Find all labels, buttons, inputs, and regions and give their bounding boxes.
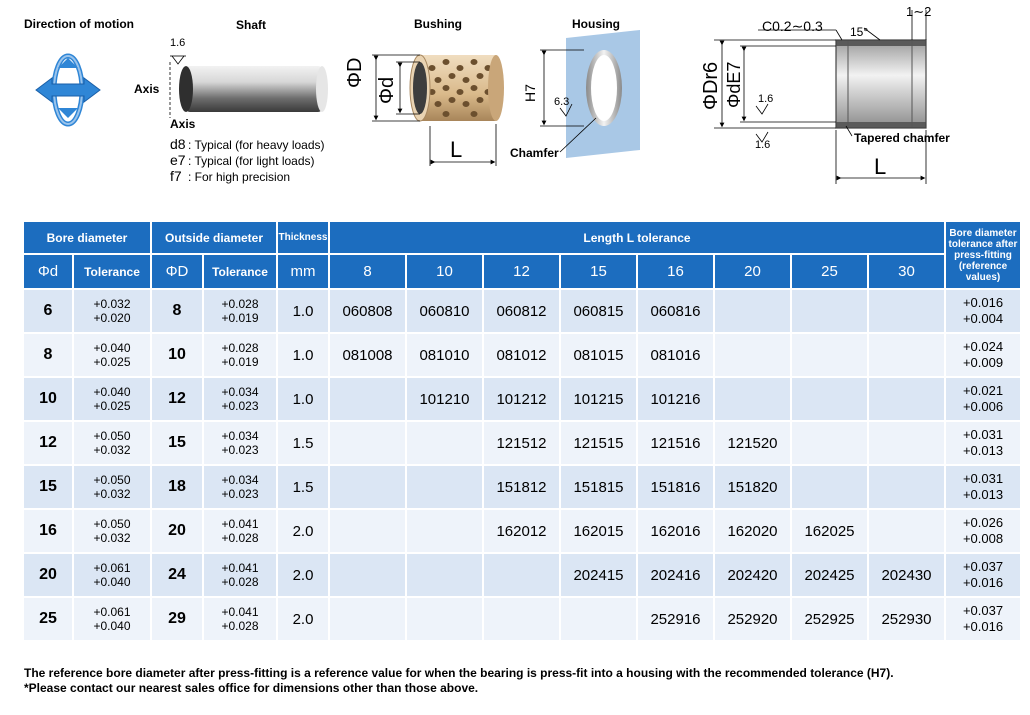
part-number-cell-value: 101216: [650, 390, 701, 408]
bore-after-fit-cell-value: +0.006: [962, 399, 1004, 414]
outside-diameter-cell-value: 15: [168, 434, 186, 451]
thickness-cell-value: 2.0: [292, 522, 314, 540]
part-number-cell: [638, 378, 713, 420]
part-number-cell: [330, 598, 405, 640]
bore-diameter-cell: [24, 422, 72, 464]
part-number-cell: [484, 510, 559, 552]
header-bore-diameter: Bore diameter: [24, 222, 150, 253]
part-number-cell-value: 151816: [650, 478, 701, 496]
footnote-contact: *Please contact our nearest sales office for dimensions other than those above.: [24, 681, 479, 695]
part-number-cell-value: 121512: [496, 434, 547, 452]
bore-diameter-cell: [24, 378, 72, 420]
part-number-cell: [792, 290, 867, 332]
part-number-cell: [407, 378, 482, 420]
outside-tolerance-cell-value: +0.034: [221, 429, 259, 443]
bore-tolerance-cell: [74, 510, 150, 552]
part-number-cell: [484, 598, 559, 640]
outside-tolerance-cell-value: +0.023: [221, 487, 259, 501]
outside-tolerance-cell: [204, 554, 276, 596]
part-number-cell: [484, 466, 559, 508]
part-number-cell: [715, 422, 790, 464]
part-number-cell: [407, 510, 482, 552]
outside-tolerance-cell-value: +0.041: [221, 561, 259, 575]
part-number-cell: [869, 422, 944, 464]
header-phi-D: ΦD: [152, 255, 202, 288]
part-number-cell: [715, 334, 790, 376]
bore-tolerance-cell-value: +0.040: [93, 385, 131, 399]
bushing-inner-dim: Φd: [376, 76, 398, 104]
part-number-cell-value: 081008: [342, 346, 393, 364]
part-number-cell-value: 121516: [650, 434, 701, 452]
bore-tolerance-cell-value: +0.050: [93, 473, 131, 487]
bore-tolerance-cell-value: +0.025: [93, 399, 131, 413]
thickness-cell: [278, 290, 328, 332]
part-number-cell: [407, 422, 482, 464]
part-number-cell-value: 151820: [727, 478, 778, 496]
part-number-cell: [638, 290, 713, 332]
housing-drawing: [540, 30, 640, 158]
fit-text: : Typical (for light loads): [188, 154, 315, 168]
part-number-cell: [561, 466, 636, 508]
axis-label-side: Axis: [134, 82, 160, 96]
part-number-cell: [715, 290, 790, 332]
bore-diameter-cell-value: 6: [43, 302, 53, 319]
bore-tolerance-cell-value: +0.040: [93, 575, 131, 589]
part-number-cell: [330, 378, 405, 420]
part-number-cell-value: 162020: [727, 522, 778, 540]
bore-after-fit-cell: [946, 422, 1020, 464]
part-number-cell: [792, 334, 867, 376]
part-number-cell-value: 101210: [419, 390, 470, 408]
bore-after-fit-cell-value: +0.009: [962, 355, 1004, 370]
part-number-cell: [638, 554, 713, 596]
bushing-drawing: [372, 55, 504, 166]
bore-tolerance-cell-value: +0.040: [93, 341, 131, 355]
header-length: 15: [561, 255, 636, 288]
bore-after-fit-cell-value: +0.031: [962, 427, 1004, 442]
section-length: L: [874, 154, 887, 179]
part-number-cell-value: 081016: [650, 346, 701, 364]
part-number-cell: [484, 554, 559, 596]
outside-tolerance-cell-value: +0.028: [221, 297, 259, 311]
outside-tolerance-cell-value: +0.041: [221, 517, 259, 531]
part-number-cell: [330, 466, 405, 508]
bore-after-fit-cell-value: +0.004: [962, 311, 1004, 326]
bore-diameter-cell-value: 15: [39, 478, 57, 495]
outside-tolerance-cell: [204, 466, 276, 508]
part-number-cell: [715, 466, 790, 508]
fit-code: d8: [170, 136, 186, 152]
bore-diameter-cell-value: 16: [39, 522, 57, 539]
bore-after-fit-cell-value: +0.026: [962, 515, 1004, 530]
fit-code: f7: [170, 168, 182, 184]
table-row: [24, 334, 1020, 376]
outside-tolerance-cell: [204, 510, 276, 552]
thickness-cell-value: 1.0: [292, 346, 314, 364]
bore-diameter-cell-value: 25: [39, 610, 57, 627]
part-number-cell: [407, 466, 482, 508]
bore-tolerance-cell-value: +0.050: [93, 429, 131, 443]
bore-diameter-cell: [24, 598, 72, 640]
thickness-cell: [278, 510, 328, 552]
outside-diameter-cell-value: 29: [168, 610, 186, 627]
footnotes: [24, 666, 894, 696]
bore-tolerance-cell-value: +0.032: [93, 487, 131, 501]
bore-tolerance-cell-value: +0.032: [93, 531, 131, 545]
bore-diameter-cell: [24, 334, 72, 376]
outside-tolerance-cell-value: +0.028: [221, 575, 259, 589]
shaft-title: Shaft: [236, 18, 266, 32]
thickness-cell-value: 1.5: [292, 478, 314, 496]
thickness-cell: [278, 422, 328, 464]
outside-diameter-cell: [152, 422, 202, 464]
header-thickness: Thickness: [278, 222, 328, 253]
header-length: 8: [330, 255, 405, 288]
bore-after-fit-cell-value: +0.037: [962, 603, 1004, 618]
part-number-cell: [561, 334, 636, 376]
tapered-chamfer-label: Tapered chamfer: [854, 131, 950, 145]
section-angle: 15°: [850, 25, 869, 39]
bore-after-fit-cell-value: +0.024: [962, 339, 1004, 354]
part-number-cell-value: 202420: [727, 566, 778, 584]
header-length: 30: [869, 255, 944, 288]
bore-after-fit-cell: [946, 378, 1020, 420]
part-number-cell: [330, 510, 405, 552]
part-number-cell: [561, 290, 636, 332]
thickness-cell: [278, 554, 328, 596]
outside-diameter-cell: [152, 334, 202, 376]
bore-tolerance-cell: [74, 334, 150, 376]
part-number-cell-value: 101215: [573, 390, 624, 408]
part-number-cell-value: 081010: [419, 346, 470, 364]
bore-tolerance-cell: [74, 422, 150, 464]
bushing-title: Bushing: [414, 17, 462, 31]
outside-tolerance-cell-value: +0.023: [221, 399, 259, 413]
bore-diameter-cell: [24, 554, 72, 596]
housing-title: Housing: [572, 17, 620, 31]
fit-row-d8: [170, 136, 325, 152]
part-number-cell: [869, 598, 944, 640]
bore-after-fit-cell: [946, 510, 1020, 552]
shaft-roughness: 1.6: [170, 37, 186, 49]
part-number-cell: [330, 334, 405, 376]
part-number-cell: [792, 422, 867, 464]
part-number-cell-value: 162025: [804, 522, 855, 540]
bore-after-fit-cell-value: +0.016: [962, 619, 1004, 634]
part-number-cell: [715, 598, 790, 640]
part-number-cell: [407, 334, 482, 376]
bushing-outer-dim: ΦD: [344, 57, 366, 88]
outside-diameter-cell-value: 24: [168, 566, 186, 583]
part-number-cell: [792, 378, 867, 420]
bore-after-fit-cell-value: +0.013: [962, 443, 1004, 458]
shaft-drawing: [170, 56, 328, 118]
header-tolerance-outside: Tolerance: [204, 255, 276, 288]
header-length: 20: [715, 255, 790, 288]
outside-diameter-cell: [152, 598, 202, 640]
section-roughness-bottom: 1.6: [755, 139, 771, 151]
section-inner-dim: ΦdE7: [724, 61, 744, 108]
table-row: [24, 466, 1020, 508]
header-length: 25: [792, 255, 867, 288]
dimension-table: [22, 220, 1022, 642]
table-row: [24, 422, 1020, 464]
part-number-cell: [869, 554, 944, 596]
part-number-cell-value: 151815: [573, 478, 624, 496]
part-number-cell: [561, 554, 636, 596]
part-number-cell-value: 151812: [496, 478, 547, 496]
part-number-cell: [715, 510, 790, 552]
part-number-cell: [561, 422, 636, 464]
footnote-reference: The reference bore diameter after press-fitting is a reference value for when the bearing is press-fit into a housing with the recommended tolerance (H7).: [24, 666, 894, 680]
header-mm: mm: [278, 255, 328, 288]
part-number-cell-value: 202425: [804, 566, 855, 584]
outside-tolerance-cell-value: +0.028: [221, 619, 259, 633]
bore-after-fit-cell-value: +0.013: [962, 487, 1004, 502]
part-number-cell-value: 060810: [419, 302, 470, 320]
part-number-cell-value: 252925: [804, 610, 855, 628]
part-number-cell-value: 060808: [342, 302, 393, 320]
part-number-cell-value: 060816: [650, 302, 701, 320]
bore-tolerance-cell: [74, 554, 150, 596]
table-row: [24, 554, 1020, 596]
outside-tolerance-cell-value: +0.041: [221, 605, 259, 619]
thickness-cell-value: 1.0: [292, 302, 314, 320]
header-length: 16: [638, 255, 713, 288]
part-number-cell: [715, 378, 790, 420]
bore-diameter-cell: [24, 510, 72, 552]
part-number-cell: [792, 510, 867, 552]
header-phi-d: Φd: [24, 255, 72, 288]
bore-tolerance-cell: [74, 466, 150, 508]
bore-after-fit-cell-value: +0.037: [962, 559, 1004, 574]
header-tolerance-bore: Tolerance: [74, 255, 150, 288]
outside-tolerance-cell-value: +0.034: [221, 385, 259, 399]
bore-diameter-cell-value: 8: [43, 346, 53, 363]
part-number-cell-value: 121520: [727, 434, 778, 452]
part-number-cell-value: 060815: [573, 302, 624, 320]
bore-diameter-cell-value: 12: [39, 434, 57, 451]
outside-tolerance-cell-value: +0.019: [221, 311, 259, 325]
part-number-cell-value: 202430: [881, 566, 932, 584]
bore-diameter-cell: [24, 466, 72, 508]
part-number-cell: [407, 598, 482, 640]
part-number-cell: [638, 598, 713, 640]
table-row: [24, 290, 1020, 332]
bore-tolerance-cell-value: +0.020: [93, 311, 131, 325]
part-number-cell-value: 252930: [881, 610, 932, 628]
table-row: [24, 510, 1020, 552]
outside-tolerance-cell-value: +0.023: [221, 443, 259, 457]
outside-tolerance-cell: [204, 598, 276, 640]
part-number-cell-value: 162012: [496, 522, 547, 540]
bore-tolerance-cell-value: +0.032: [93, 297, 131, 311]
part-number-cell: [638, 510, 713, 552]
housing-fit: H7: [522, 84, 538, 102]
outside-tolerance-cell-value: +0.028: [221, 531, 259, 545]
chamfer-label: Chamfer: [510, 146, 559, 160]
bore-after-fit-cell: [946, 466, 1020, 508]
motion-arrows-icon: [36, 56, 100, 124]
bore-after-fit-cell-value: +0.021: [962, 383, 1004, 398]
part-number-cell: [869, 466, 944, 508]
axis-label-bottom: Axis: [170, 117, 196, 131]
part-number-cell-value: 162015: [573, 522, 624, 540]
part-number-cell: [484, 378, 559, 420]
outside-diameter-cell-value: 10: [168, 346, 186, 363]
part-number-cell: [561, 598, 636, 640]
part-number-cell: [330, 290, 405, 332]
section-outer-dim: ΦDr6: [700, 61, 722, 110]
section-offset: 1∼2: [906, 4, 932, 19]
bore-after-fit-cell-value: +0.016: [962, 295, 1004, 310]
part-number-cell-value: 060812: [496, 302, 547, 320]
housing-roughness: 6.3: [554, 96, 570, 108]
bore-after-fit-cell: [946, 554, 1020, 596]
part-number-cell-value: 162016: [650, 522, 701, 540]
part-number-cell: [792, 466, 867, 508]
bore-diameter-cell: [24, 290, 72, 332]
part-number-cell: [869, 510, 944, 552]
thickness-cell: [278, 598, 328, 640]
header-length: 12: [484, 255, 559, 288]
outside-tolerance-cell: [204, 378, 276, 420]
part-number-cell: [330, 422, 405, 464]
outside-tolerance-cell: [204, 334, 276, 376]
fit-text: : For high precision: [188, 170, 291, 184]
part-number-cell: [484, 290, 559, 332]
thickness-cell-value: 2.0: [292, 566, 314, 584]
outside-tolerance-cell: [204, 422, 276, 464]
part-number-cell: [638, 334, 713, 376]
part-number-cell: [561, 378, 636, 420]
thickness-cell-value: 1.5: [292, 434, 314, 452]
outside-tolerance-cell-value: +0.019: [221, 355, 259, 369]
bore-tolerance-cell: [74, 290, 150, 332]
outside-diameter-cell-value: 8: [172, 302, 182, 319]
bore-after-fit-cell: [946, 598, 1020, 640]
part-number-cell: [638, 422, 713, 464]
outside-diameter-cell-value: 12: [168, 390, 186, 407]
part-number-cell-value: 252916: [650, 610, 701, 628]
thickness-cell: [278, 466, 328, 508]
outside-diameter-cell-value: 20: [168, 522, 186, 539]
part-number-cell-value: 202416: [650, 566, 701, 584]
header-outside-diameter: Outside diameter: [152, 222, 276, 253]
outside-diameter-cell: [152, 290, 202, 332]
outside-diameter-cell-value: 18: [168, 478, 186, 495]
bore-diameter-cell-value: 10: [39, 390, 57, 407]
technical-diagram: [0, 0, 1030, 205]
part-number-cell: [869, 334, 944, 376]
bore-tolerance-cell-value: +0.032: [93, 443, 131, 457]
section-roughness-top: 1.6: [758, 93, 774, 105]
header-length: 10: [407, 255, 482, 288]
outside-tolerance-cell: [204, 290, 276, 332]
direction-label: Direction of motion: [24, 17, 134, 31]
table-row: [24, 598, 1020, 640]
bore-tolerance-cell-value: +0.025: [93, 355, 131, 369]
bore-tolerance-cell-value: +0.040: [93, 619, 131, 633]
outside-diameter-cell: [152, 378, 202, 420]
bore-after-fit-cell-value: +0.016: [962, 575, 1004, 590]
bore-after-fit-cell-value: +0.008: [962, 531, 1004, 546]
part-number-cell: [792, 554, 867, 596]
outside-diameter-cell: [152, 466, 202, 508]
thickness-cell-value: 1.0: [292, 390, 314, 408]
outside-tolerance-cell-value: +0.034: [221, 473, 259, 487]
part-number-cell-value: 101212: [496, 390, 547, 408]
part-number-cell: [407, 554, 482, 596]
bore-tolerance-cell-value: +0.061: [93, 561, 131, 575]
part-number-cell: [792, 598, 867, 640]
fit-row-e7: [170, 152, 315, 168]
bore-tolerance-cell-value: +0.061: [93, 605, 131, 619]
table-row: [24, 378, 1020, 420]
part-number-cell: [638, 466, 713, 508]
thickness-cell: [278, 334, 328, 376]
bushing-length: L: [450, 137, 463, 162]
part-number-cell-value: 081012: [496, 346, 547, 364]
outside-diameter-cell: [152, 510, 202, 552]
header-bore-after-fit: Bore diameter tolerance after press-fitting (reference values): [946, 222, 1020, 288]
part-number-cell-value: 121515: [573, 434, 624, 452]
bore-tolerance-cell: [74, 378, 150, 420]
section-drawing: [714, 10, 926, 184]
part-number-cell: [407, 290, 482, 332]
fit-text: : Typical (for heavy loads): [188, 138, 325, 152]
bore-after-fit-cell: [946, 290, 1020, 332]
part-number-cell: [330, 554, 405, 596]
section-top-chamfer: C0.2∼0.3: [762, 18, 823, 34]
bore-after-fit-cell: [946, 334, 1020, 376]
bore-tolerance-cell-value: +0.050: [93, 517, 131, 531]
part-number-cell: [869, 378, 944, 420]
thickness-cell-value: 2.0: [292, 610, 314, 628]
fit-row-f7: [170, 168, 290, 184]
thickness-cell: [278, 378, 328, 420]
part-number-cell: [484, 422, 559, 464]
part-number-cell-value: 202415: [573, 566, 624, 584]
outside-diameter-cell: [152, 554, 202, 596]
fit-code: e7: [170, 152, 186, 168]
bore-diameter-cell-value: 20: [39, 566, 57, 583]
part-number-cell: [715, 554, 790, 596]
part-number-cell: [561, 510, 636, 552]
part-number-cell-value: 081015: [573, 346, 624, 364]
part-number-cell: [484, 334, 559, 376]
header-length-tolerance: Length L tolerance: [330, 222, 944, 253]
bore-after-fit-cell-value: +0.031: [962, 471, 1004, 486]
part-number-cell: [869, 290, 944, 332]
bore-tolerance-cell: [74, 598, 150, 640]
outside-tolerance-cell-value: +0.028: [221, 341, 259, 355]
part-number-cell-value: 252920: [727, 610, 778, 628]
